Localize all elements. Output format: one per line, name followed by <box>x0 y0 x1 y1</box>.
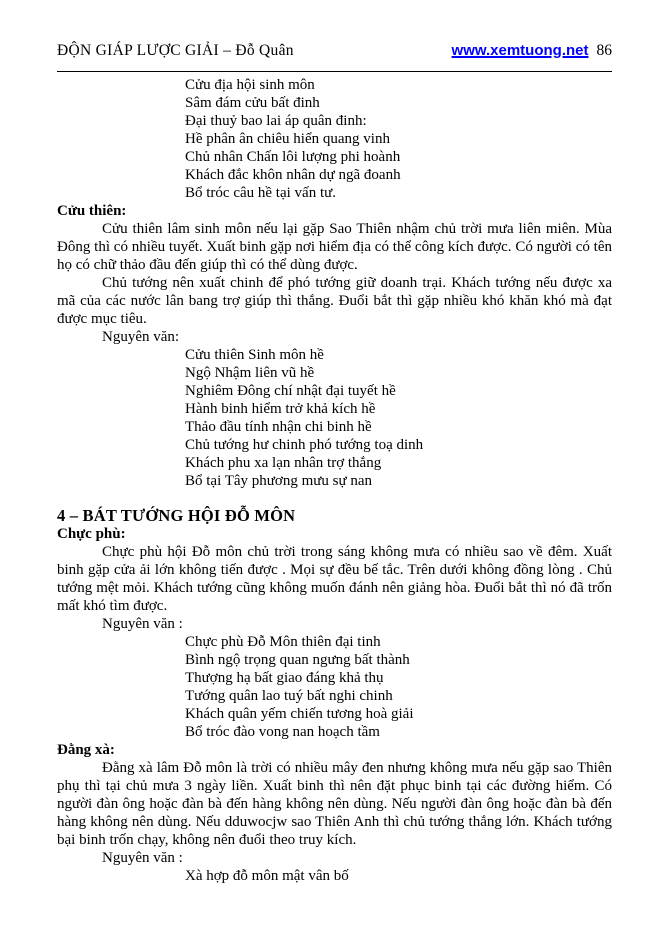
subheading: Đằng xà: <box>57 742 115 758</box>
verse-line: Ngộ Nhậm liên vũ hề <box>185 365 315 381</box>
header-divider <box>57 71 612 72</box>
verse-line: Thượng hạ bất giao đáng khả thụ <box>185 670 384 686</box>
page-header <box>57 42 612 60</box>
verse-line: Cửu thiên Sinh môn hề <box>185 347 324 363</box>
section-heading: 4 – BÁT TƯỚNG HỘI ĐỖ MÔN <box>57 506 296 525</box>
verse-line: Nghiêm Đông chí nhật đại tuyết hề <box>185 383 396 399</box>
nguyen-van-label: Nguyên văn : <box>102 616 183 632</box>
verse-line: Hành binh hiểm trở khả kích hề <box>185 401 376 417</box>
verse-line: Bổ tróc đào vong nan hoạch tầm <box>185 724 380 740</box>
verse-line: Bổ tại Tây phương mưu sự nan <box>185 473 373 489</box>
verse-line: Sâm đám cửu bất đinh <box>185 95 320 111</box>
paragraph: Chực phù hội Đỗ môn chủ trời trong sáng không mưa có nhiều sao về đêm. Xuất binh gặp cửa ải lớn không tiến được . Mọi sự đều bế tắc. Trên dưới không đồng lòng . Chủ tướng mệt mỏi. Khách tướng cũng không muốn đánh nên giảng hòa. Đuổi bắt thì nó đã trốn mất khó tìm được. <box>57 544 612 614</box>
verse-line: Chực phù Đỗ Môn thiên đại tinh <box>185 634 381 650</box>
page-number: 86 <box>596 42 612 59</box>
verse-line: Xà hợp đỗ môn mật vân bố <box>185 868 349 884</box>
nguyen-van-label: Nguyên văn: <box>102 329 180 345</box>
verse-line: Khách quân yếm chiến tương hoà giải <box>185 706 414 722</box>
header-right <box>452 42 612 60</box>
paragraph: Đằng xà lâm Đỗ môn là trời có nhiều mây đen nhưng không mưa nếu gặp sao Thiên phụ thì tại chủ mưa 3 ngày liền. Xuất binh thì nên đặt phục binh tại các đường hiểm. Có người đàn ông hoặc đàn bà đến hàng không nên dùng. Nếu người đàn ông hoặc đàn bà đến hàng không nên dùng. Nếu dduwocjw sao Thiên Anh thì chủ tướng thắng lớn. Khách tướng bại binh trốn chạy, không nên đuổi theo truy kích. <box>57 760 612 848</box>
verse-block <box>185 346 612 490</box>
document-body <box>57 76 612 885</box>
verse-line: Bổ tróc câu hề tại vấn tư. <box>185 185 336 201</box>
subheading: Chực phù: <box>57 526 126 542</box>
verse-line: Hề phân ân chiêu hiển quang vinh <box>185 131 390 147</box>
verse-line: Khách đắc khôn nhân dự ngã đoanh <box>185 167 401 183</box>
verse-line: Bình ngộ trọng quan ngưng bất thành <box>185 652 410 668</box>
paragraph: Chủ tướng nên xuất chinh để phó tướng giữ doanh trại. Khách tướng nếu được xa mã của các nước lân bang trợ giúp thì thắng. Đuổi bắt thì gặp nhiều khó khăn khó mà đạt được mục tiêu. <box>57 275 612 327</box>
nguyen-van-label: Nguyên văn : <box>102 850 183 866</box>
verse-block <box>185 867 612 885</box>
verse-line: Thảo đầu tính nhận chi binh hề <box>185 419 372 435</box>
document-title: ĐỘN GIÁP LƯỢC GIẢI – Đỗ Quân <box>57 42 294 59</box>
verse-line: Đại thuỷ bao lai áp quân đinh: <box>185 113 367 129</box>
website-link[interactable]: www.xemtuong.net <box>451 42 589 59</box>
verse-line: Tướng quân lao tuý bất nghi chinh <box>185 688 393 704</box>
verse-block <box>185 633 612 741</box>
verse-line: Chủ nhân Chấn lôi lượng phi hoành <box>185 149 401 165</box>
verse-line: Chủ tướng hư chinh phó tướng toạ dinh <box>185 437 424 453</box>
verse-block <box>185 76 612 202</box>
verse-line: Khách phu xa lạn nhân trợ thắng <box>185 455 382 471</box>
subheading: Cửu thiên: <box>57 203 127 219</box>
paragraph: Cửu thiên lâm sinh môn nếu lại gặp Sao Thiên nhậm chủ trời mưa liên miên. Mùa Đông thì có nhiều tuyết. Xuất binh gặp nơi hiểm địa có thể công kích được. Có người có tên họ có chữ thảo đầu đến giúp thì có thể dùng được. <box>57 221 612 273</box>
verse-line: Cửu địa hội sinh môn <box>185 77 315 93</box>
